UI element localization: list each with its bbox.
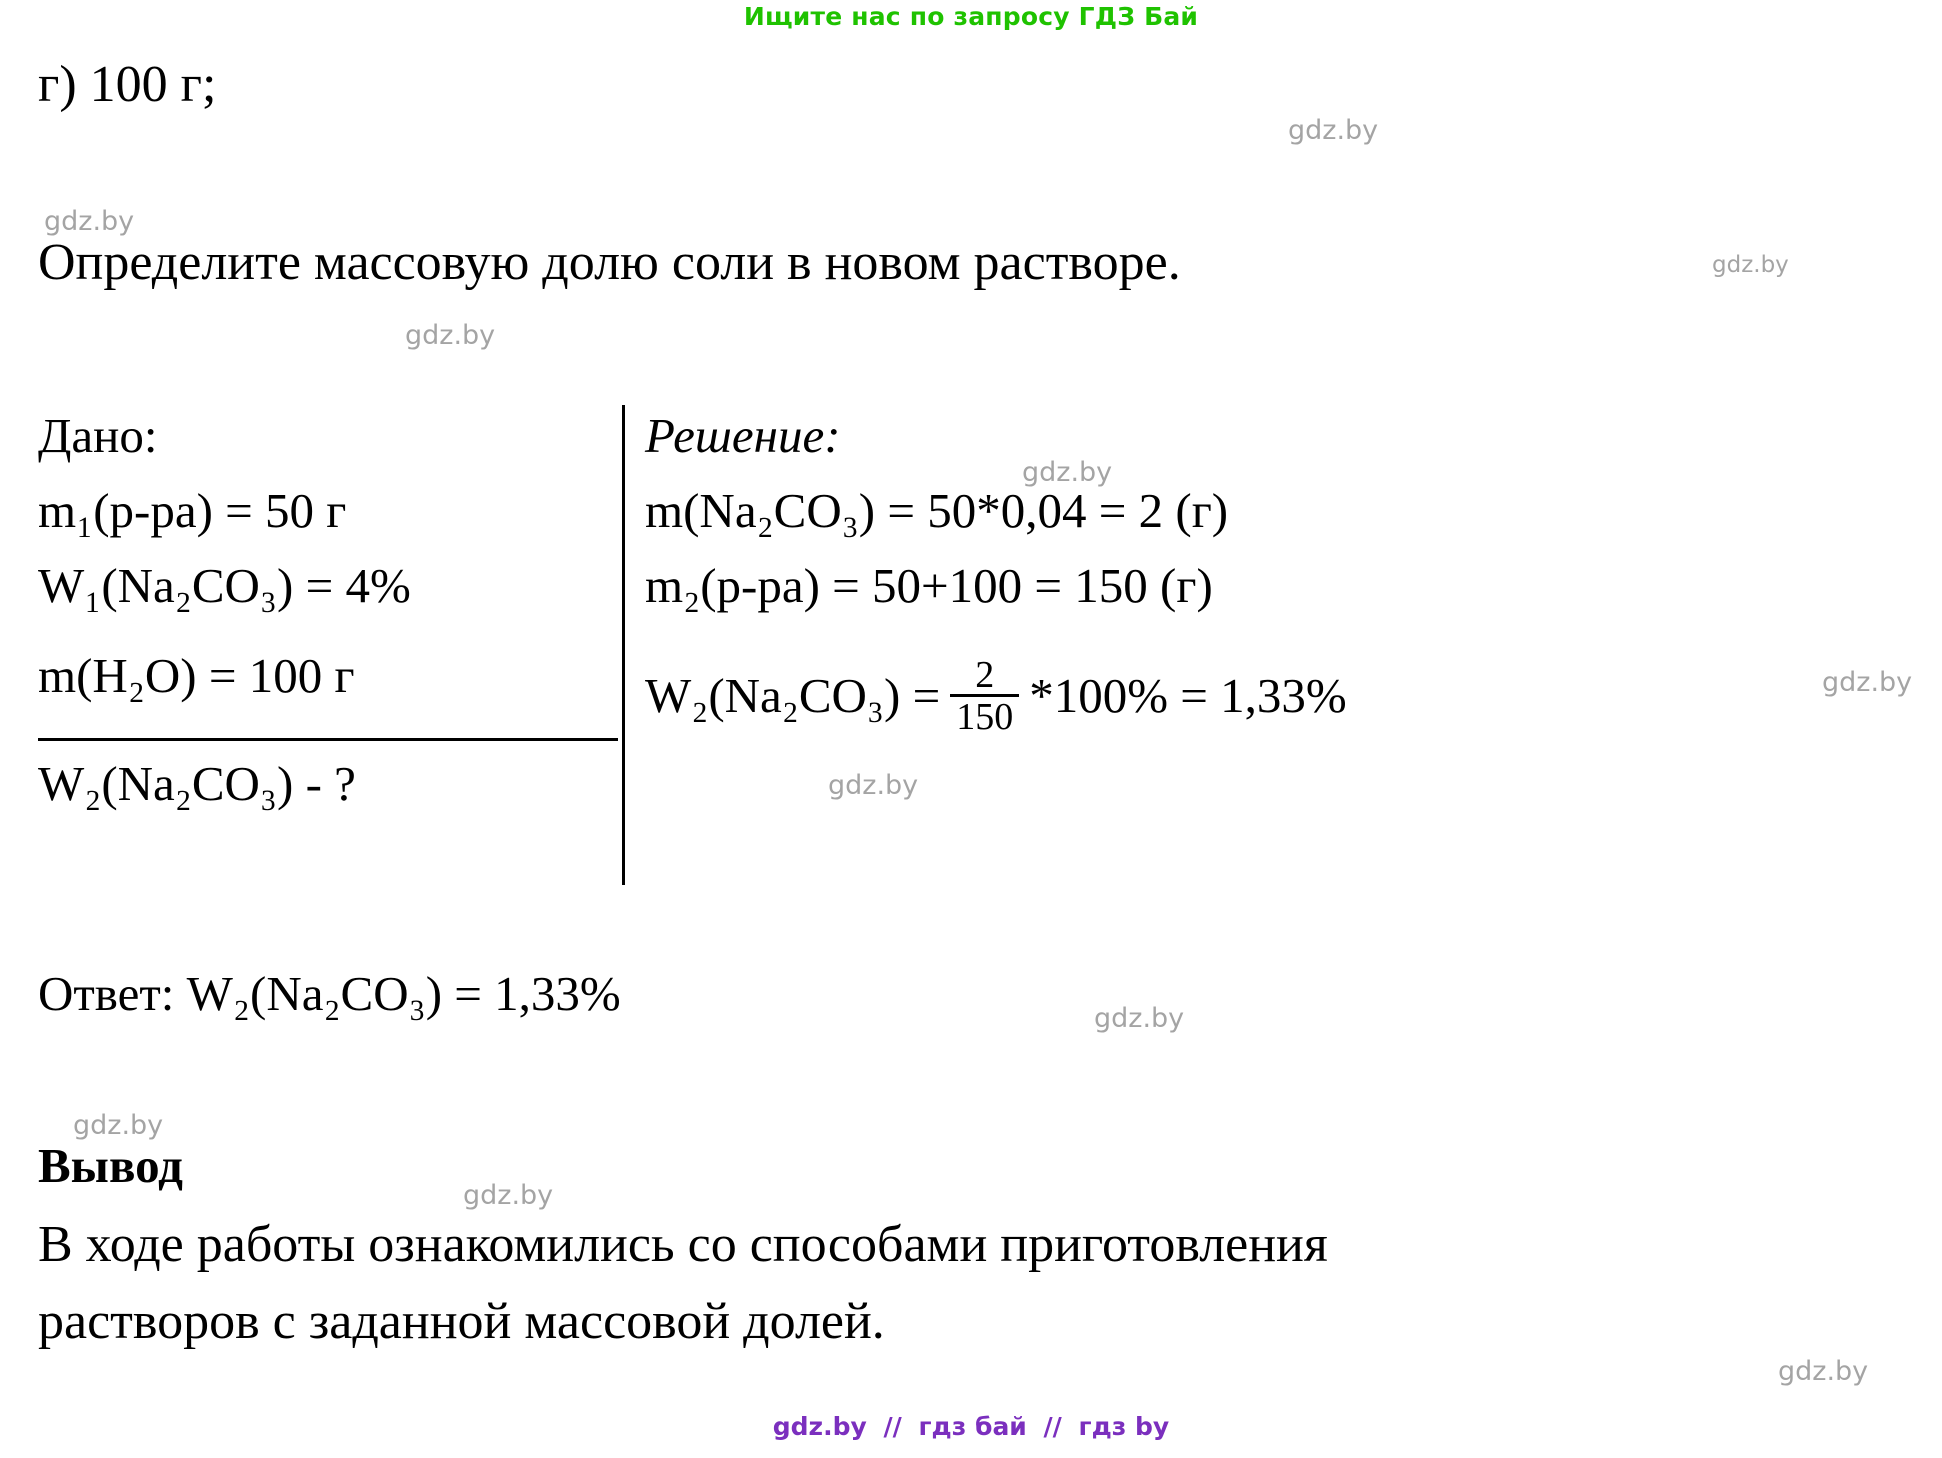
solution-title: Решение: xyxy=(645,408,841,463)
solution-final-left: W₂(Na₂CO₃) = xyxy=(645,668,941,724)
footer-link-gdzby2[interactable]: гдз by xyxy=(1078,1412,1170,1441)
watermark: gdz.by xyxy=(1712,252,1789,278)
footer-separator: // xyxy=(883,1412,902,1441)
solution-line: m₂(р-ра) = 50+100 = 150 (г) xyxy=(645,558,1213,613)
solution-final-line xyxy=(645,654,1347,742)
answer-option-g: г) 100 г; xyxy=(38,56,217,113)
given-line: m₁(р-ра) = 50 г xyxy=(38,483,347,538)
given-title: Дано: xyxy=(38,408,158,463)
watermark: gdz.by xyxy=(73,1110,164,1141)
watermark: gdz.by xyxy=(1022,457,1113,488)
watermark: gdz.by xyxy=(44,206,135,237)
footer-link-gdzbai[interactable]: гдз бай xyxy=(918,1412,1027,1441)
conclusion-title: Вывод xyxy=(38,1138,183,1193)
solution-final-right: *100% = 1,33% xyxy=(1029,668,1347,724)
footer-separator: // xyxy=(1043,1412,1062,1441)
given-unknown: W₂(Na₂CO₃) - ? xyxy=(38,756,356,811)
footer-links xyxy=(0,1412,1942,1441)
solution-line: m(Na₂CO₃) = 50*0,04 = 2 (г) xyxy=(645,483,1229,538)
given-separator-line xyxy=(38,738,618,741)
conclusion-line: В ходе работы ознакомились со способами приготовления xyxy=(38,1216,1328,1273)
watermark: gdz.by xyxy=(828,770,919,801)
watermark: gdz.by xyxy=(1288,115,1379,146)
column-divider xyxy=(622,405,625,885)
final-answer: Ответ: W₂(Na₂CO₃) = 1,33% xyxy=(38,966,621,1021)
given-line: W₁(Na₂CO₃) = 4% xyxy=(38,558,411,613)
watermark: gdz.by xyxy=(405,320,496,351)
task-statement: Определите массовую долю соли в новом растворе. xyxy=(38,234,1181,291)
fraction-numerator: 2 xyxy=(975,654,995,696)
watermark: gdz.by xyxy=(1094,1003,1185,1034)
fraction-denominator: 150 xyxy=(950,694,1019,738)
given-line: m(H₂O) = 100 г xyxy=(38,648,355,703)
footer-link-gdzby[interactable]: gdz.by xyxy=(772,1412,867,1441)
conclusion-line: растворов с заданной массовой долей. xyxy=(38,1293,885,1350)
watermark: gdz.by xyxy=(1822,667,1913,698)
fraction xyxy=(950,656,1019,738)
watermark: gdz.by xyxy=(463,1180,554,1211)
watermark: gdz.by xyxy=(1778,1356,1869,1387)
site-promo-banner: Ищите нас по запросу ГДЗ Бай xyxy=(743,2,1199,31)
